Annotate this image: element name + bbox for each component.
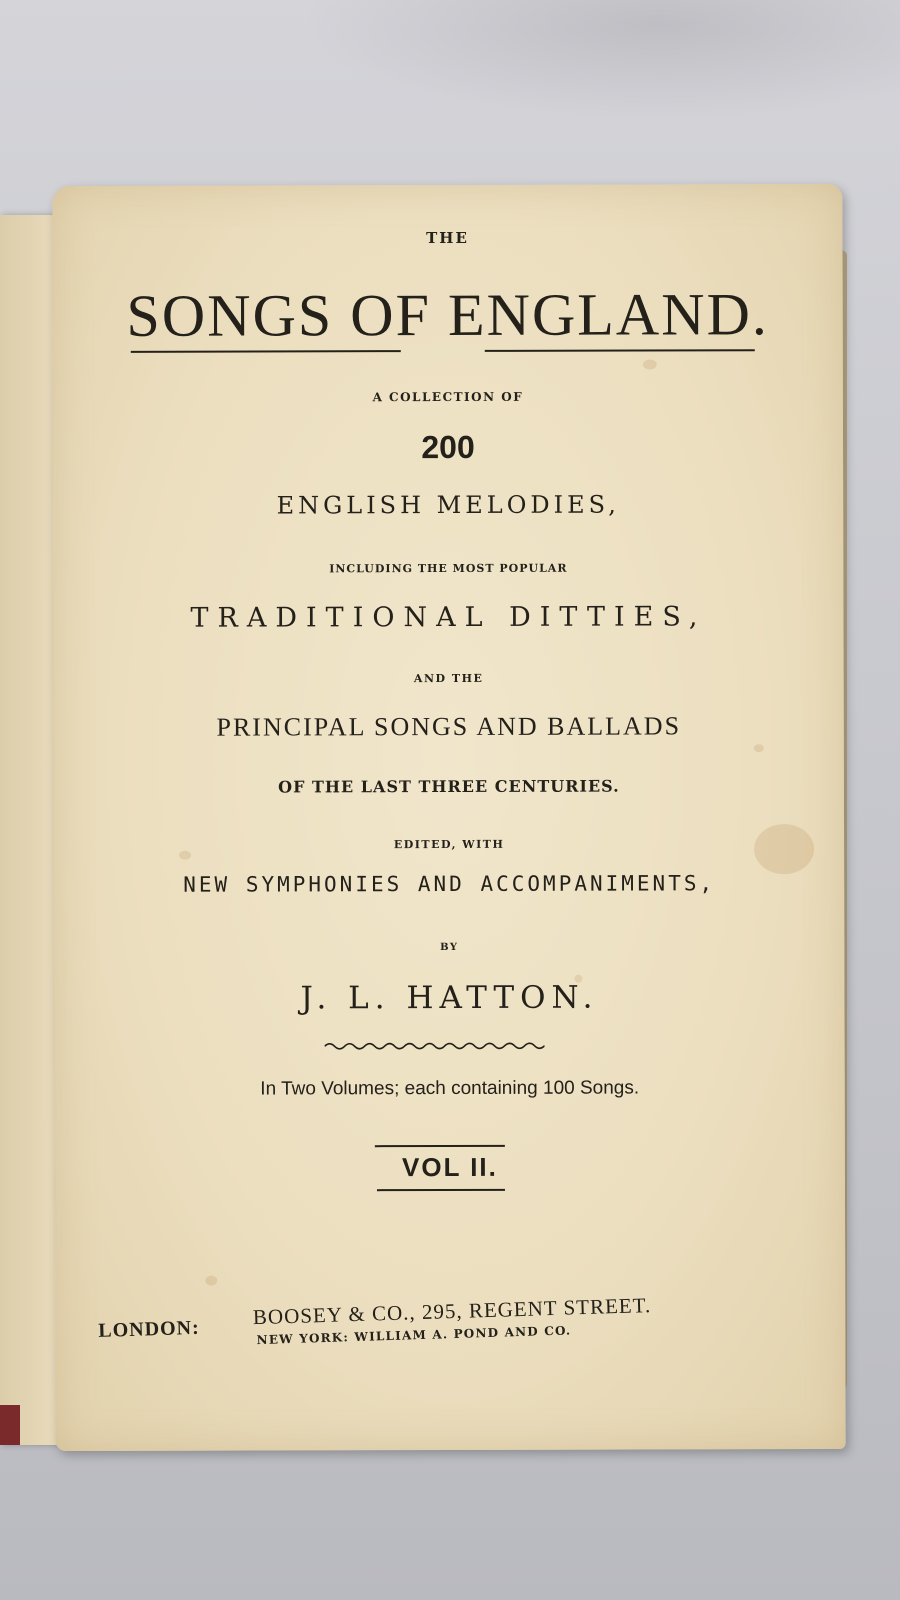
principal-songs-line: PRINCIPAL SONGS AND BALLADS	[216, 711, 682, 742]
volume-rule-top	[375, 1145, 505, 1147]
song-count: 200	[421, 428, 475, 466]
volume-rule-bottom	[377, 1189, 505, 1191]
centuries-line: OF THE LAST THREE CENTURIES.	[278, 776, 620, 797]
edited-with-line: EDITED, WITH	[393, 837, 505, 852]
title-page	[52, 184, 845, 1451]
imprint-city: LONDON:	[97, 1316, 201, 1342]
foxing-spot	[179, 851, 191, 860]
book-binding	[0, 1405, 20, 1445]
imprint-publisher: BOOSEY & CO., 295, REGENT STREET.	[252, 1293, 652, 1330]
author-name: J. L. HATTON.	[300, 979, 599, 1017]
symphonies-line: NEW SYMPHONIES AND ACCOMPANIMENTS,	[183, 871, 716, 897]
title-underline-right	[485, 349, 755, 352]
foxing-spot	[205, 1276, 217, 1286]
imprint-new-york: NEW YORK: WILLIAM A. POND AND CO.	[256, 1323, 572, 1348]
by-line: BY	[440, 941, 459, 954]
collection-of-label: A COLLECTION OF	[372, 389, 524, 405]
melodies-line: ENGLISH MELODIES,	[276, 490, 620, 520]
book-title: SONGS OF ENGLAND.	[126, 281, 769, 349]
the-heading: THE	[426, 228, 469, 248]
imprint	[97, 1274, 818, 1356]
volumes-note: In Two Volumes; each containing 100 Songs.	[260, 1077, 640, 1100]
including-line: INCLUDING THE MOST POPULAR	[329, 561, 568, 576]
foxing-spot	[643, 359, 657, 369]
volume-label: VOL II.	[401, 1151, 498, 1183]
ditties-line: TRADITIONAL DITTIES,	[190, 601, 707, 634]
foxing-spot	[754, 744, 764, 752]
wavy-rule	[325, 1040, 545, 1053]
title-underline-left	[131, 350, 401, 353]
and-the-line: AND THE	[413, 671, 484, 686]
table-shadow	[300, 0, 900, 120]
